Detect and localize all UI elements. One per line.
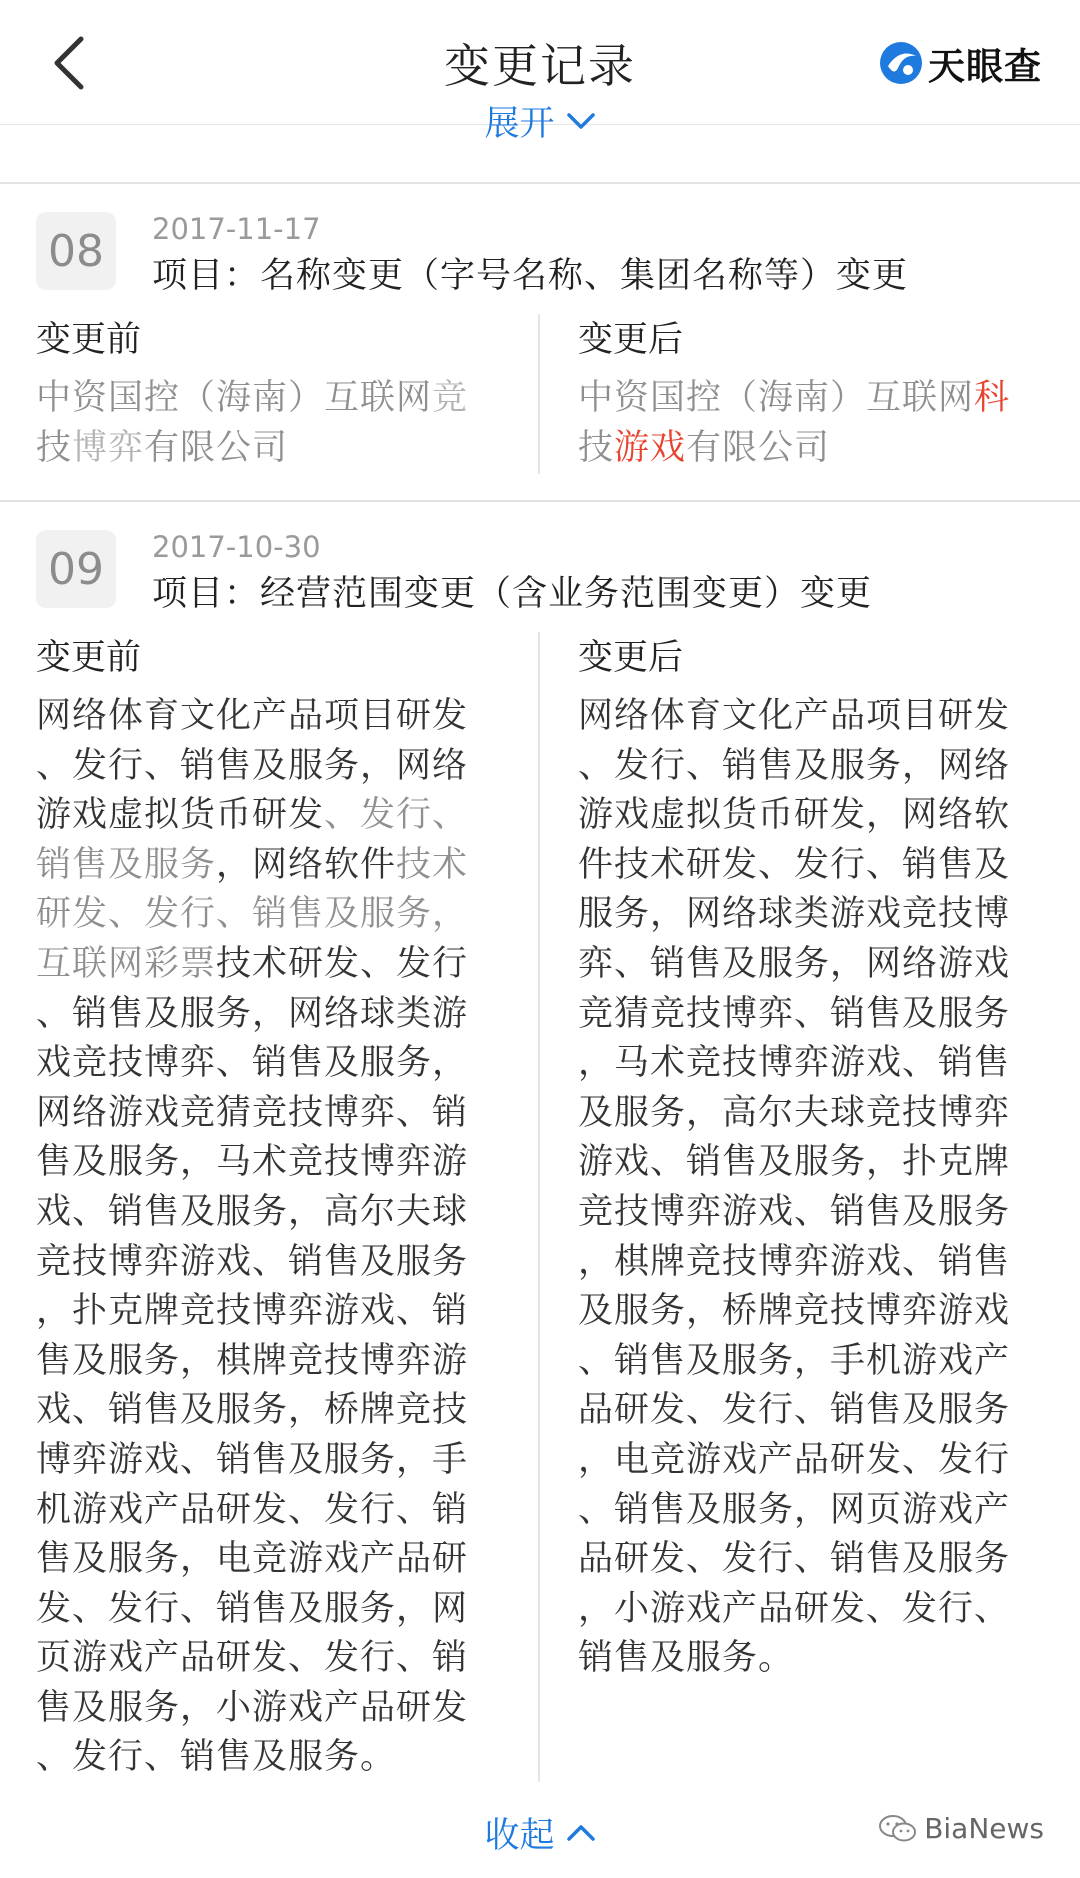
after-text: 中资国控（海南）互联网科 技游戏有限公司 [578, 378, 1011, 468]
tianyancha-logo-icon [878, 40, 924, 86]
record-date: 2017-11-17 [152, 212, 321, 246]
record-item: 项目：经营范围变更（含业务范围变更）变更 [152, 574, 873, 614]
change-record-09 [0, 502, 1080, 1792]
after-text: 网络体育文化产品项目研发 、发行、销售及服务，网络 游戏虚拟货币研发，网络软 件技术研发、发行、销售及 服务，网络球类游戏竞技博 弈、销售及服务，网络游戏 竞猜竞技博弈、销售及服务 ，马术竞技博弈游戏、销售 及服务，高尔夫球竞技博弈 游戏、销售及服务，扑克牌 竞技博弈游戏、销售及服务 ，棋牌竞技博弈游戏、销售 及服务，桥牌竞技博弈游戏 、销售及服务，手机游戏产 品研发、发行、销售及服务 ，电竞游戏产品研发、发行 、销售及服务，网页游戏产 品研发、发行、销售及服务 ，小游戏产品研发、发行、 销售及服务。 [578, 696, 1011, 1679]
watermark-text: BiaNews [924, 1812, 1044, 1845]
expand-label: 展开 [484, 104, 555, 144]
before-text: 中资国控（海南）互联网竞 技博弈有限公司 [36, 378, 469, 468]
logo-text: 天眼查 [928, 45, 1042, 88]
after-label: 变更后 [578, 320, 684, 360]
after-label: 变更后 [578, 638, 684, 678]
collapse-label: 收起 [484, 1816, 555, 1856]
page-title: 变更记录 [444, 39, 636, 93]
watermark [878, 1812, 1044, 1845]
chevron-down-icon [566, 111, 596, 131]
expand-toggle[interactable] [0, 96, 1080, 146]
chevron-up-icon [566, 1823, 596, 1843]
change-record-08 [0, 184, 1080, 502]
column-divider [538, 314, 540, 474]
before-label: 变更前 [36, 320, 142, 360]
before-label: 变更前 [36, 638, 142, 678]
brand-logo [878, 36, 1042, 90]
wechat-icon [878, 1813, 918, 1845]
record-item: 项目：名称变更（字号名称、集团名称等）变更 [152, 256, 909, 296]
record-number-badge: 08 [36, 212, 116, 290]
record-date: 2017-10-30 [152, 530, 321, 564]
record-number-badge: 09 [36, 530, 116, 608]
before-text: 网络体育文化产品项目研发 、发行、销售及服务，网络 游戏虚拟货币研发、发行、 销售及服务，网络软件技术 研发、发行、销售及服务， 互联网彩票技术研发、发行 、销售及服务，网络球类游 戏竞技博弈、销售及服务， 网络游戏竞猜竞技博弈、销 售及服务，马术竞技博弈游 戏、销售及服务，高尔夫球 竞技博弈游戏、销售及服务 ，扑克牌竞技博弈游戏、销 售及服务，棋牌竞技博弈游 戏、销售及服务，桥牌竞技 博弈游戏、销售及服务，手 机游戏产品研发、发行、销 售及服务，电竞游戏产品研 发、发行、销售及服务，网 页游戏产品研发、发行、销 售及服务，小游戏产品研发 、发行、销售及服务。 [36, 696, 469, 1778]
column-divider [538, 632, 540, 1782]
